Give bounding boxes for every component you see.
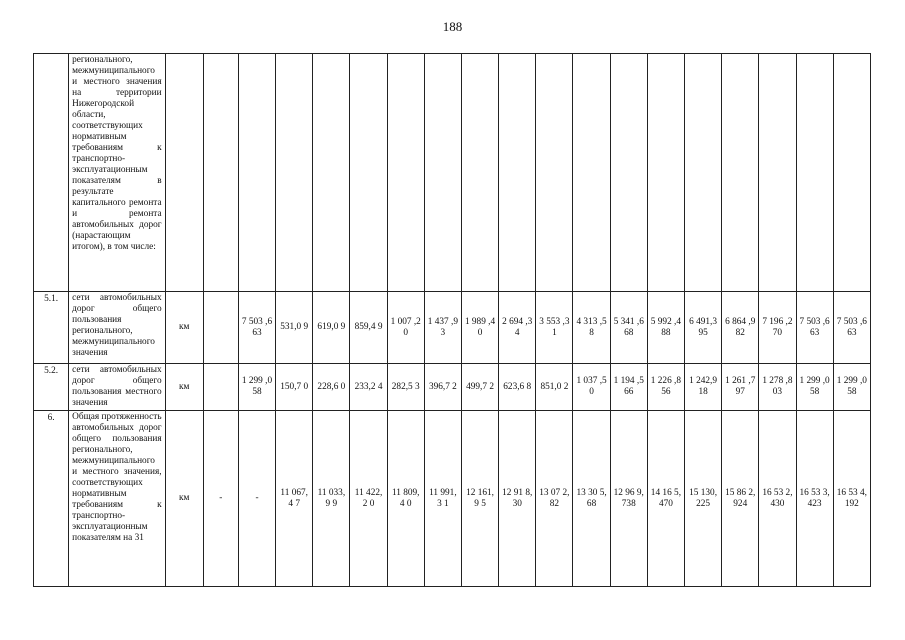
- unit-cell: [165, 54, 203, 292]
- table-row: [34, 54, 871, 292]
- value-cell: 1 261 ,797: [722, 364, 759, 411]
- value-cell: 531,0 9: [276, 292, 313, 364]
- value-cell: -: [203, 411, 238, 587]
- value-cell: 4 313 ,58: [573, 292, 610, 364]
- unit-cell: км: [165, 411, 203, 587]
- value-cell: 1 989 ,40: [461, 292, 498, 364]
- value-cell: 7 196 ,270: [759, 292, 796, 364]
- value-cell: [350, 54, 387, 292]
- indicator-name-cell: регионального, межмуниципального и местного значения на территории Нижегородской области, соответствующих нормативным требованиям к транспортно-эксплуатационным показателям в результате капитального ремонта и ремонта автомобильных дорог (нарастающим итогом), в том числе:: [69, 54, 165, 292]
- value-cell: 1 242,9 18: [685, 364, 722, 411]
- row-number-cell: 5.2.: [34, 364, 69, 411]
- value-cell: [647, 54, 684, 292]
- unit-cell: км: [165, 292, 203, 364]
- value-cell: 11 067,4 7: [276, 411, 313, 587]
- value-cell: [313, 54, 350, 292]
- value-cell: 12 161,9 5: [461, 411, 498, 587]
- value-cell: 851,0 2: [536, 364, 573, 411]
- indicators-table: [33, 53, 871, 587]
- value-cell: 619,0 9: [313, 292, 350, 364]
- value-cell: -: [238, 411, 275, 587]
- value-cell: 7 503 ,663: [238, 292, 275, 364]
- value-cell: 15 130, 225: [685, 411, 722, 587]
- row-number-cell: 6.: [34, 411, 69, 587]
- value-cell: [722, 54, 759, 292]
- value-cell: [499, 54, 536, 292]
- value-cell: 1 278 ,803: [759, 364, 796, 411]
- indicator-name-cell: Общая протяженность автомобильных дорог общего пользования регионального, межмуниципального и местного значения, соответствующих нормативным требованиям к транспортно-эксплуатационным показателям на 31: [69, 411, 165, 587]
- value-cell: [461, 54, 498, 292]
- value-cell: 228,6 0: [313, 364, 350, 411]
- value-cell: [610, 54, 647, 292]
- value-cell: 5 992 ,488: [647, 292, 684, 364]
- value-cell: 13 07 2,82: [536, 411, 573, 587]
- value-cell: [238, 54, 275, 292]
- row-number-cell: 5.1.: [34, 292, 69, 364]
- value-cell: 1 299 ,058: [833, 364, 870, 411]
- value-cell: 11 422,2 0: [350, 411, 387, 587]
- table-row: [34, 411, 871, 587]
- value-cell: 6 864 ,982: [722, 292, 759, 364]
- value-cell: 5 341 ,668: [610, 292, 647, 364]
- value-cell: 1 037 ,50: [573, 364, 610, 411]
- table-row: [34, 292, 871, 364]
- value-cell: 14 16 5,470: [647, 411, 684, 587]
- value-cell: 499,7 2: [461, 364, 498, 411]
- value-cell: [536, 54, 573, 292]
- value-cell: 150,7 0: [276, 364, 313, 411]
- value-cell: 859,4 9: [350, 292, 387, 364]
- value-cell: 16 53 2,430: [759, 411, 796, 587]
- value-cell: 1 007 ,20: [387, 292, 424, 364]
- value-cell: 13 30 5,68: [573, 411, 610, 587]
- value-cell: [833, 54, 870, 292]
- value-cell: [387, 54, 424, 292]
- value-cell: [203, 364, 238, 411]
- value-cell: [203, 292, 238, 364]
- value-cell: [759, 54, 796, 292]
- unit-cell: км: [165, 364, 203, 411]
- value-cell: 15 86 2,924: [722, 411, 759, 587]
- value-cell: 1 437 ,93: [424, 292, 461, 364]
- value-cell: [203, 54, 238, 292]
- value-cell: 396,7 2: [424, 364, 461, 411]
- value-cell: 1 299 ,058: [238, 364, 275, 411]
- value-cell: 11 033,9 9: [313, 411, 350, 587]
- value-cell: 7 503 ,663: [833, 292, 870, 364]
- indicator-name-cell: сети автомобильных дорог общего пользования регионального, межмуниципального значения: [69, 292, 165, 364]
- value-cell: 12 96 9,738: [610, 411, 647, 587]
- row-number-cell: [34, 54, 69, 292]
- value-cell: 623,6 8: [499, 364, 536, 411]
- value-cell: 1 194 ,566: [610, 364, 647, 411]
- value-cell: [796, 54, 833, 292]
- value-cell: 1 299 ,058: [796, 364, 833, 411]
- indicator-name-cell: сети автомобильных дорог общего пользования местного значения: [69, 364, 165, 411]
- value-cell: [573, 54, 610, 292]
- value-cell: 2 694 ,34: [499, 292, 536, 364]
- value-cell: 16 53 3,423: [796, 411, 833, 587]
- value-cell: 11 809,4 0: [387, 411, 424, 587]
- value-cell: [685, 54, 722, 292]
- value-cell: [276, 54, 313, 292]
- value-cell: 1 226 ,856: [647, 364, 684, 411]
- value-cell: 3 553 ,31: [536, 292, 573, 364]
- page-number: 188: [442, 19, 463, 34]
- value-cell: 11 991,3 1: [424, 411, 461, 587]
- value-cell: 282,5 3: [387, 364, 424, 411]
- table-row: [34, 364, 871, 411]
- value-cell: 12 91 8,30: [499, 411, 536, 587]
- value-cell: 6 491,3 95: [685, 292, 722, 364]
- value-cell: 16 53 4,192: [833, 411, 870, 587]
- value-cell: 233,2 4: [350, 364, 387, 411]
- value-cell: 7 503 ,663: [796, 292, 833, 364]
- value-cell: [424, 54, 461, 292]
